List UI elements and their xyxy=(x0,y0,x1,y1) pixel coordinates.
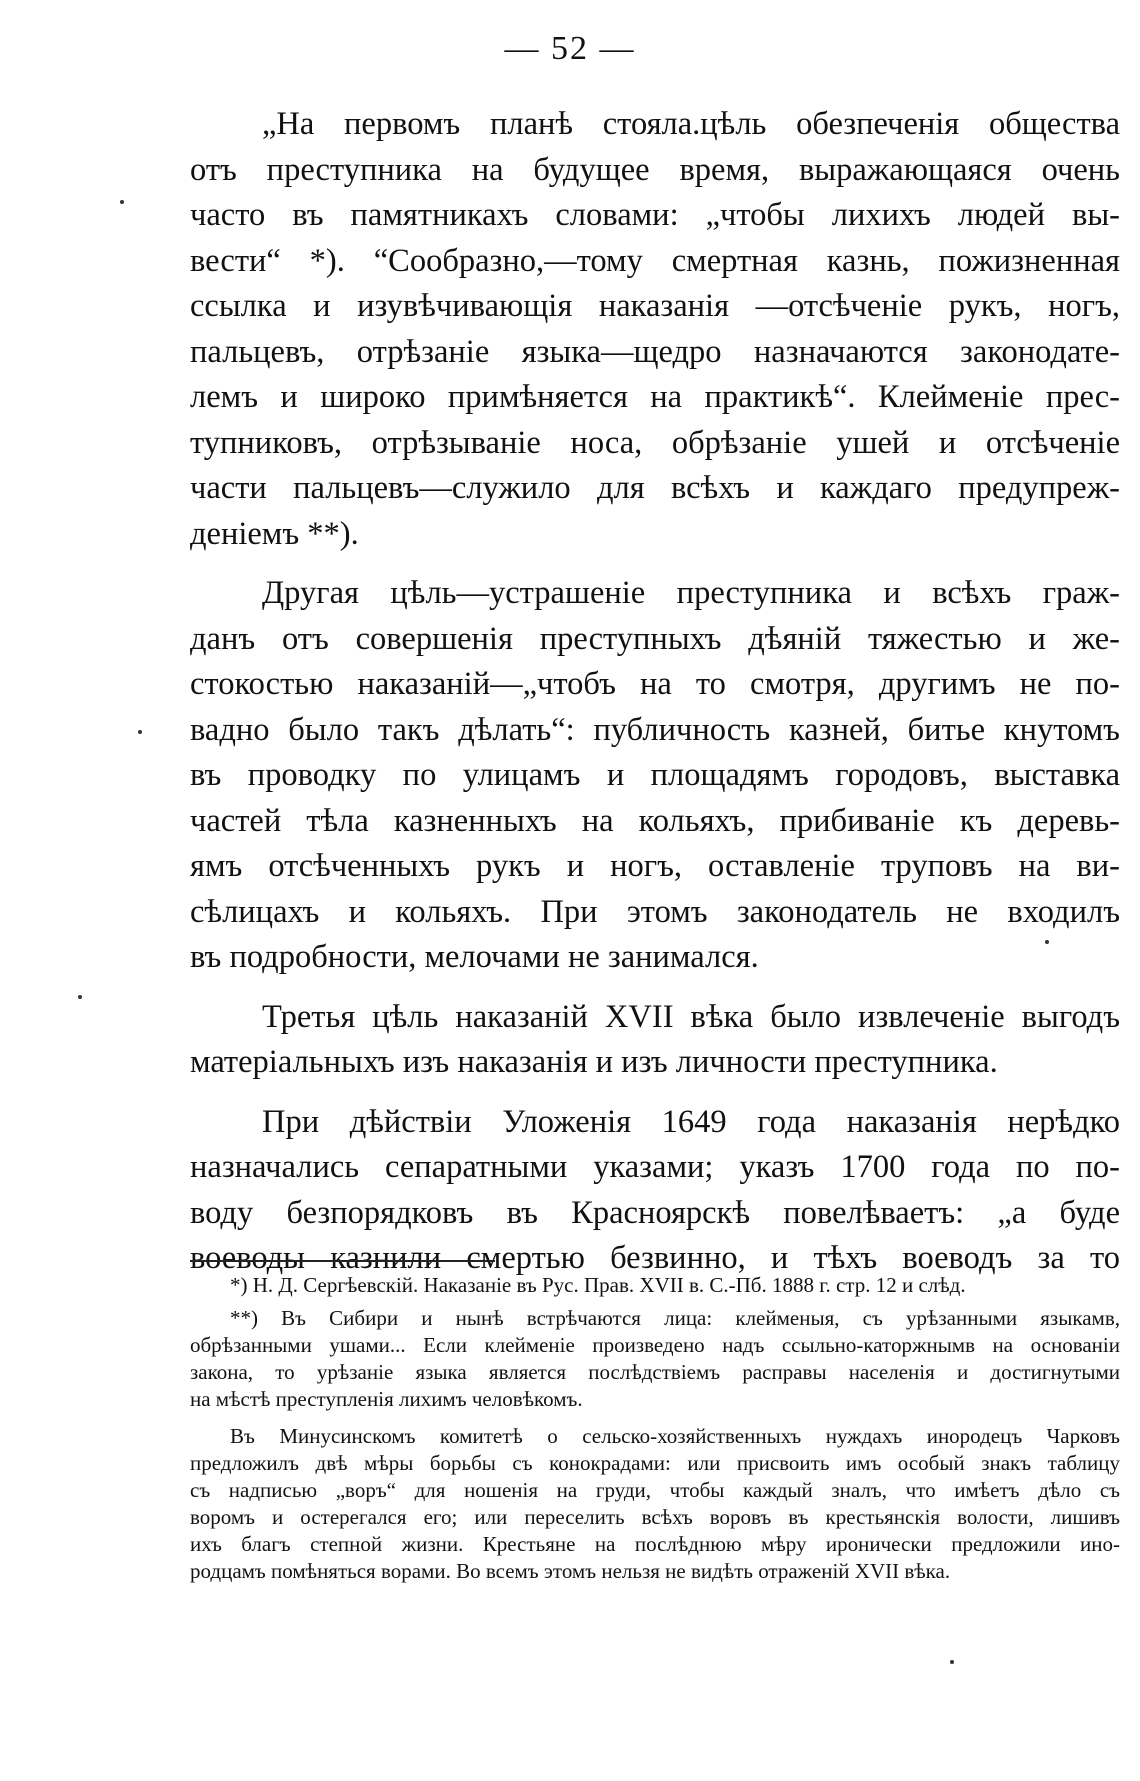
footnote xyxy=(190,1272,1120,1299)
text-line: назначались сепаратными указами; указъ 1700 года по по- xyxy=(190,1149,1120,1185)
text-line: часто въ памятникахъ словами: „чтобы лихихъ людей вы- xyxy=(190,197,1120,233)
scan-speck xyxy=(120,200,124,204)
text-line: Третья цѣль наказаній XVII вѣка было извлеченіе выгодъ xyxy=(262,998,1120,1035)
footnote-line: обрѣзанными ушами... Если клейменіе произведено надъ ссыльно-каторжнымв на основаніи xyxy=(190,1333,1120,1357)
footnote-line: съ надписью „воръ“ для ношенія на груди, чтобы каждый зналъ, что имѣетъ дѣло съ xyxy=(190,1478,1120,1502)
text-line: воду безпорядковъ въ Красноярскѣ повелѣваетъ: „а буде xyxy=(190,1194,1120,1231)
text-line: ссылка и изувѣчивающія наказанія —отсѣченіе рукъ, ногъ, xyxy=(190,288,1120,324)
text-line: данъ отъ совершенія преступныхъ дѣяній тяжестью и же- xyxy=(190,620,1120,657)
scan-speck xyxy=(950,1660,954,1664)
scan-speck xyxy=(1045,940,1049,944)
footnote-line: воромъ и остерегался его; или переселить всѣхъ воровъ въ крестьянскія волости, лишивъ xyxy=(190,1505,1120,1529)
footnote-line: Въ Минусинскомъ комитетѣ о сельско-хозяйственныхъ нуждахъ инородецъ Чарковъ xyxy=(230,1424,1120,1448)
footnote xyxy=(190,1305,1120,1413)
text-line: отъ преступника на будущее время, выражающаяся очень xyxy=(190,151,1120,188)
footnote-line: ихъ благъ степной жизни. Крестьяне на послѣднюю мѣру иронически предложили ино- xyxy=(190,1532,1120,1556)
footnote-line: родцамъ помѣняться ворами. Во всемъ этомъ нельзя не видѣть отраженій XVII вѣка. xyxy=(190,1559,951,1583)
footnotes xyxy=(190,1272,1120,1591)
footnote-line: **) Въ Сибири и нынѣ встрѣчаются лица: клейменыя, съ урѣзанными языкамв, xyxy=(230,1306,1120,1330)
scan-speck xyxy=(138,730,142,734)
footnote-line: предложилъ двѣ мѣры борьбы съ конокрадами: или присвоить имъ особый знакъ таблицу xyxy=(190,1451,1120,1475)
text-line: лемъ и широко примѣняется на практикѣ“. Клейменіе прес- xyxy=(190,379,1120,415)
paragraph xyxy=(190,571,1120,981)
footnote xyxy=(190,1423,1120,1585)
footnote-line: закона, то урѣзаніе языка является послѣдствіемъ расправы населенія и достигнутыми xyxy=(190,1360,1120,1384)
text-line: въ подробности, мелочами не занимался. xyxy=(190,939,759,975)
text-line: части пальцевъ—служило для всѣхъ и каждаго предупреж- xyxy=(190,470,1120,506)
scan-speck xyxy=(78,995,82,999)
page-number: — 52 — xyxy=(504,30,636,67)
text-line: стокостью наказаній—„чтобъ на то смотря, другимъ не по- xyxy=(190,666,1120,702)
paragraph xyxy=(190,995,1120,1086)
paragraph xyxy=(190,102,1120,557)
text-line: въ проводку по улицамъ и площадямъ городовъ, выставка xyxy=(190,757,1120,793)
text-line: частей тѣла казненныхъ на кольяхъ, прибиваніе къ деревь- xyxy=(190,802,1120,839)
text-line: „На первомъ планѣ стояла.цѣль обезпеченія общества xyxy=(262,106,1120,142)
footnote-line: *) Н. Д. Сергѣевскій. Наказаніе въ Рус. Прав. XVII в. С.-Пб. 1888 г. стр. 12 и слѣд. xyxy=(230,1273,966,1297)
text-line: Другая цѣль—устрашеніе преступника и всѣхъ граж- xyxy=(262,575,1120,611)
footnote-line: на мѣстѣ преступленія лихимъ человѣкомъ. xyxy=(190,1387,583,1411)
text-line: воеводы казнили смертью безвинно, и тѣхъ воеводъ за то xyxy=(190,1240,1120,1276)
text-line: При дѣйствіи Уложенія 1649 года наказанія нерѣдко xyxy=(262,1103,1120,1140)
footnote-divider xyxy=(190,1260,495,1262)
text-line: вадно было такъ дѣлать“: публичность казней, битье кнутомъ xyxy=(190,711,1120,748)
text-line: деніемъ **). xyxy=(190,515,359,552)
text-line: матеріальныхъ изъ наказанія и изъ личности преступника. xyxy=(190,1044,998,1080)
main-text xyxy=(190,102,1120,1296)
paragraph xyxy=(190,1100,1120,1282)
text-line: тупниковъ, отрѣзываніе носа, обрѣзаніе ушей и отсѣченіе xyxy=(190,424,1120,461)
text-line: пальцевъ, отрѣзаніе языка—щедро назначаются законодате- xyxy=(190,333,1120,370)
text-line: ямъ отсѣченныхъ рукъ и ногъ, оставленіе труповъ на ви- xyxy=(190,848,1120,884)
text-line: вести“ *). “Сообразно,—тому смертная казнь, пожизненная xyxy=(190,242,1120,279)
text-line: сѣлицахъ и кольяхъ. При этомъ законодатель не входилъ xyxy=(190,893,1120,930)
